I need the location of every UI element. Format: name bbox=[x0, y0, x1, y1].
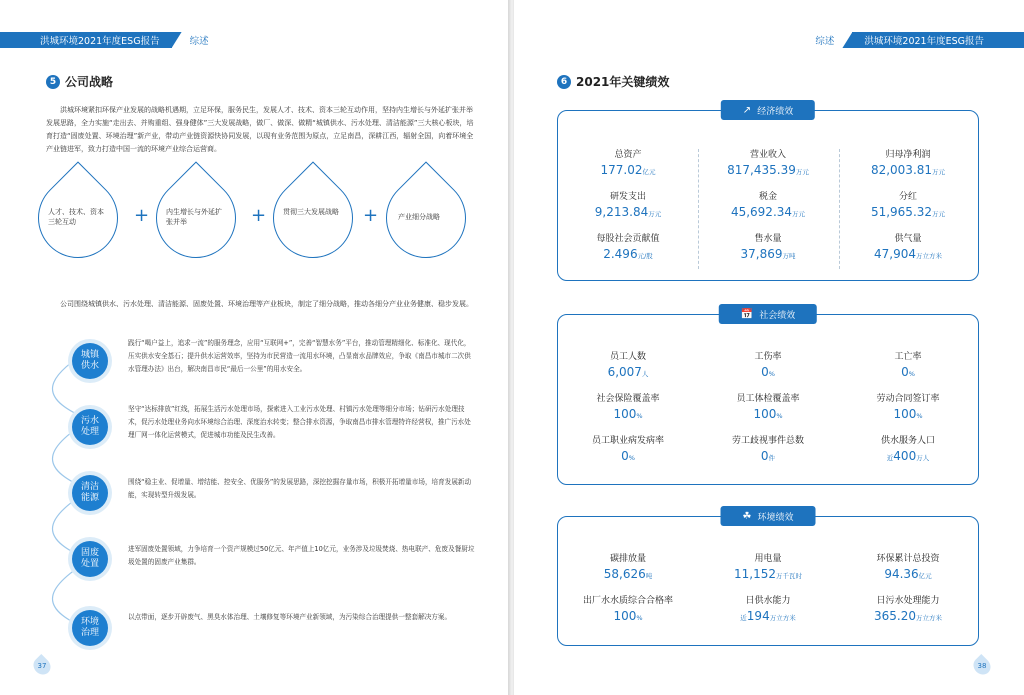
page-number-right bbox=[970, 654, 994, 678]
kpi-label: 环保累计总投资 bbox=[876, 554, 940, 564]
kpi-value-line bbox=[558, 363, 698, 383]
kpi-cell bbox=[838, 191, 978, 233]
kpi-label: 售水量 bbox=[754, 234, 782, 244]
strategy-drop-1-text: 人才、技术、资本三轮互动 bbox=[48, 208, 104, 226]
left-header bbox=[0, 32, 217, 48]
kpi-label: 分红 bbox=[898, 192, 917, 202]
kpi-unit: % bbox=[636, 614, 643, 622]
kpi-cell bbox=[558, 435, 698, 477]
kpi-value: 100 bbox=[893, 407, 917, 421]
kpi-value-line bbox=[558, 405, 698, 425]
kpi-unit: % bbox=[908, 370, 915, 378]
badge-line: 能源 bbox=[80, 493, 99, 503]
kpi-value-line bbox=[558, 447, 698, 467]
kpi-unit: 亿元 bbox=[918, 572, 932, 580]
kpi-label: 总资产 bbox=[614, 150, 642, 160]
kpi-value: 9,213.84 bbox=[594, 205, 649, 219]
kpi-value-line bbox=[698, 607, 838, 627]
kpi-unit: 元/股 bbox=[637, 252, 653, 260]
kpi-unit: 万元 bbox=[932, 168, 946, 176]
business-text-water-supply: 践行“喝户益上，追求一流”的服务理念，应用“互联网+”，完善“智慧水务”平台，推动管理精细化、标准化、现代化，压实供水安全基石；提升供水运营效率，坚持为市民营造一流用水环境，凸显南水品牌效应，争取《南昌市城市二次供水管理办法》出台，解决南昌市民“最后一公里”的用水安全。 bbox=[128, 339, 471, 373]
kpi-unit: 万元 bbox=[795, 168, 809, 176]
badge-line: 城镇 bbox=[80, 350, 99, 360]
kpi-value-line bbox=[838, 405, 978, 425]
kpi-unit: 万立方米 bbox=[916, 252, 942, 260]
plus-icon: + bbox=[363, 205, 379, 226]
kpi-value-line bbox=[838, 203, 978, 223]
kpi-value-line bbox=[698, 203, 838, 223]
kpi-value-line bbox=[558, 245, 698, 265]
kpi-label: 劳动合同签订率 bbox=[876, 394, 940, 404]
badge-line: 供水 bbox=[80, 361, 99, 371]
kpi-value-line bbox=[698, 405, 838, 425]
business-text-solid-waste: 进军固废处置领域，力争培育一个资产规模过50亿元、年产值上10亿元，业务涉及垃圾焚烧、热电联产、危废及餐厨垃圾处置的固废产业集群。 bbox=[128, 545, 475, 566]
kpi-value: 58,626 bbox=[603, 567, 646, 581]
kpi-value: 100 bbox=[613, 407, 637, 421]
card-social-grid bbox=[558, 351, 978, 477]
right-header bbox=[807, 32, 1024, 48]
card-environment-tab bbox=[721, 506, 816, 526]
card-title: 社会绩效 bbox=[759, 310, 796, 321]
kpi-cell bbox=[558, 595, 698, 637]
kpi-cell bbox=[698, 435, 838, 477]
section-number: 6 bbox=[557, 75, 571, 89]
kpi-cell bbox=[558, 553, 698, 595]
section-title-text: 公司战略 bbox=[65, 75, 114, 89]
kpi-value-line bbox=[558, 203, 698, 223]
left-page bbox=[0, 0, 510, 695]
badge-line: 清洁 bbox=[80, 482, 99, 492]
kpi-value: 6,007 bbox=[607, 365, 642, 379]
section-number: 5 bbox=[46, 75, 60, 89]
kpi-label: 研发支出 bbox=[609, 192, 646, 202]
kpi-cell bbox=[558, 149, 698, 191]
kpi-unit: % bbox=[768, 370, 775, 378]
business-badge-solid-waste bbox=[72, 541, 108, 577]
kpi-label: 员工体检覆盖率 bbox=[736, 394, 800, 404]
kpi-label: 日供水能力 bbox=[745, 596, 791, 606]
kpi-cell bbox=[698, 233, 838, 275]
card-title: 环境绩效 bbox=[757, 512, 794, 523]
kpi-value-line bbox=[838, 447, 978, 467]
kpi-value: 0 bbox=[901, 365, 909, 379]
kpi-value: 45,692.34 bbox=[730, 205, 793, 219]
kpi-label: 供水服务人口 bbox=[880, 436, 935, 446]
kpi-unit: 件 bbox=[768, 454, 776, 462]
kpi-unit: 万元 bbox=[792, 210, 806, 218]
right-header-report-title: 洪城环境2021年度ESG报告 bbox=[852, 32, 1024, 48]
kpi-unit: 吨 bbox=[645, 572, 653, 580]
plus-icon: + bbox=[134, 205, 150, 226]
card-economic-grid bbox=[558, 149, 978, 275]
kpi-value-line bbox=[698, 161, 838, 181]
card-environment-grid bbox=[558, 553, 978, 637]
kpi-value: 47,904 bbox=[874, 247, 916, 261]
kpi-cell bbox=[838, 149, 978, 191]
left-header-section: 综述 bbox=[189, 36, 209, 47]
kpi-cell bbox=[838, 233, 978, 275]
badge-line: 环境 bbox=[80, 617, 99, 627]
kpi-label: 每股社会贡献值 bbox=[596, 234, 660, 244]
card-social-tab bbox=[719, 304, 817, 324]
kpi-cell bbox=[558, 233, 698, 275]
kpi-cell bbox=[698, 351, 838, 393]
kpi-unit: 万人 bbox=[916, 454, 930, 462]
strategy-drop-3 bbox=[256, 161, 369, 274]
kpi-unit: 人 bbox=[641, 370, 649, 378]
kpi-label: 营业收入 bbox=[749, 150, 786, 160]
business-text-sewage: 坚守“达标排放”红线，拓展生活污水处理市场，探索进入工业污水处理、村镇污水处理等细分市场；钻研污水处理技术，促污水处理业务向水环境综合治理、深度治水转变；整合排水资源，争取南昌市排水管理特许经营权，推广污水处理厂网一体化运营模式，促进城市功能及民生改善。 bbox=[128, 405, 471, 439]
kpi-label: 归母净利润 bbox=[885, 150, 931, 160]
business-badge-sewage bbox=[72, 409, 108, 445]
kpi-value-line bbox=[838, 607, 978, 627]
kpi-value-line bbox=[838, 245, 978, 265]
strategy-drop-4-text: 产业细分战略 bbox=[398, 213, 440, 221]
kpi-value-line bbox=[698, 363, 838, 383]
business-badge-clean-energy bbox=[72, 475, 108, 511]
kpi-cell bbox=[838, 393, 978, 435]
card-social bbox=[557, 308, 979, 485]
kpi-unit: 亿元 bbox=[642, 168, 656, 176]
badge-line: 处理 bbox=[80, 427, 99, 437]
card-economic-tab bbox=[721, 100, 815, 120]
business-text-env-governance: 以点带面，逐步开辟废气、黑臭水体治理、土壤修复等环境产业新领域，为污染综合治理提供一整套解决方案。 bbox=[128, 613, 452, 621]
kpi-value-line bbox=[558, 565, 698, 585]
kpi-label: 税金 bbox=[758, 192, 777, 202]
kpi-value: 0 bbox=[621, 449, 629, 463]
business-badge-env-governance bbox=[72, 610, 108, 646]
kpi-cell bbox=[838, 435, 978, 477]
kpi-cell bbox=[698, 553, 838, 595]
kpi-value-line bbox=[558, 607, 698, 627]
kpi-value: 0 bbox=[760, 449, 769, 463]
kpi-value: 11,152 bbox=[734, 567, 776, 581]
left-header-divider bbox=[172, 32, 182, 48]
business-badge-water-supply bbox=[72, 343, 108, 379]
kpi-label: 工伤率 bbox=[754, 352, 782, 362]
strategy-para2: 公司围绕城镇供水、污水处理、清洁能源、固废处置、环境治理等产业板块，制定了细分战略，推动各细分产业业务健康、稳步发展。 bbox=[60, 300, 473, 308]
kpi-cell bbox=[558, 191, 698, 233]
kpi-label: 员工职业病发病率 bbox=[591, 436, 664, 446]
kpi-cell bbox=[698, 595, 838, 637]
kpi-cell bbox=[698, 393, 838, 435]
kpi-cell bbox=[838, 351, 978, 393]
chart-up-icon: ↗ bbox=[742, 104, 752, 116]
kpi-value: 400 bbox=[893, 449, 917, 463]
kpi-unit: 万吨 bbox=[782, 252, 796, 260]
kpi-prefix: 近 bbox=[886, 454, 894, 462]
kpi-value: 365.20 bbox=[874, 609, 916, 623]
page-number-text: 37 bbox=[37, 662, 47, 670]
badge-line: 污水 bbox=[80, 416, 99, 426]
badge-line: 治理 bbox=[80, 628, 99, 638]
kpi-cell bbox=[698, 149, 838, 191]
kpi-value: 177.02 bbox=[600, 163, 643, 177]
business-text-clean-energy: 围绕“稳主业、促增量、增结能、控安全、优服务”的发展思路，深挖挖掘存量市场，积极开拓增量市场，培育发展新动能，实现转型升级发展。 bbox=[128, 478, 472, 499]
kpi-label: 出厂水水质综合合格率 bbox=[582, 596, 673, 606]
kpi-label: 劳工歧视事件总数 bbox=[731, 436, 804, 446]
card-environment bbox=[557, 510, 979, 646]
badge-line: 处置 bbox=[80, 559, 99, 569]
kpi-value: 51,965.32 bbox=[870, 205, 933, 219]
section-title-strategy bbox=[46, 73, 113, 90]
leaf-icon: ☘ bbox=[742, 510, 752, 522]
badge-line: 固废 bbox=[80, 548, 99, 558]
kpi-unit: 万立方米 bbox=[769, 614, 796, 622]
right-header-section: 综述 bbox=[815, 36, 835, 47]
kpi-prefix: 近 bbox=[740, 614, 747, 622]
kpi-label: 工亡率 bbox=[894, 352, 922, 362]
right-header-divider bbox=[842, 32, 852, 48]
kpi-label: 用电量 bbox=[754, 554, 782, 564]
kpi-label: 社会保险覆盖率 bbox=[596, 394, 660, 404]
kpi-value: 0 bbox=[761, 365, 769, 379]
kpi-value-line bbox=[698, 245, 838, 265]
page-number-text: 38 bbox=[977, 662, 987, 670]
kpi-label: 日污水处理能力 bbox=[876, 596, 940, 606]
kpi-value: 37,869 bbox=[740, 247, 783, 261]
kpi-unit: % bbox=[628, 454, 635, 462]
kpi-value: 817,435.39 bbox=[727, 163, 796, 177]
strategy-drop-3-text: 贯彻三大发展战略 bbox=[283, 208, 339, 216]
kpi-label: 员工人数 bbox=[609, 352, 646, 362]
kpi-value: 100 bbox=[613, 609, 637, 623]
page-number-left bbox=[30, 654, 54, 678]
strategy-drop-2-text: 内生增长与外延扩张并举 bbox=[166, 208, 222, 226]
kpi-value: 2.496 bbox=[603, 247, 638, 261]
kpi-cell bbox=[558, 351, 698, 393]
kpi-value-line bbox=[838, 161, 978, 181]
kpi-label: 供气量 bbox=[894, 234, 922, 244]
section-title-kpi bbox=[557, 73, 669, 90]
kpi-cell bbox=[838, 553, 978, 595]
kpi-value-line bbox=[838, 565, 978, 585]
kpi-value-line bbox=[698, 565, 838, 585]
kpi-unit: % bbox=[776, 412, 783, 420]
kpi-value-line bbox=[698, 447, 838, 467]
plus-icon: + bbox=[251, 205, 267, 226]
kpi-cell bbox=[698, 191, 838, 233]
kpi-value: 100 bbox=[753, 407, 777, 421]
kpi-unit: 万立方米 bbox=[916, 614, 942, 622]
calendar-check-icon: 📅 bbox=[740, 308, 754, 320]
right-page bbox=[514, 0, 1024, 695]
kpi-unit: 万千瓦时 bbox=[776, 572, 802, 580]
kpi-unit: 万元 bbox=[648, 210, 662, 218]
kpi-cell bbox=[838, 595, 978, 637]
section-title-text: 2021年关键绩效 bbox=[576, 75, 670, 89]
kpi-value: 94.36 bbox=[884, 567, 919, 581]
kpi-cell bbox=[558, 393, 698, 435]
kpi-unit: 万元 bbox=[932, 210, 946, 218]
left-header-report-title: 洪城环境2021年度ESG报告 bbox=[0, 32, 172, 48]
kpi-value-line bbox=[558, 161, 698, 181]
strategy-intro: 洪城环境紧扣环保产业发展的战略机遇期，立足环保，服务民生，发展人才、技术、资本三轮互动作用，坚持内生增长与外延扩张并举发展思路，全力实施“走出去、并购重组、强身健体”三大发展战略，做厂、做深、做精“城镇供水、污水处理、清洁能源”三大核心板块，培育打造“固废处置、环境治理”新产业，带动产业链资源快协同发展，以现有业务范围为原点，立足南昌，深耕江西，辐射全国，向着环境全产业链进军，致力打造中国一流的环境产业综合运营商。 bbox=[46, 106, 474, 153]
kpi-value-line bbox=[838, 363, 978, 383]
card-economic bbox=[557, 104, 979, 281]
kpi-value: 82,003.81 bbox=[870, 163, 933, 177]
card-title: 经济绩效 bbox=[757, 106, 794, 117]
kpi-unit: % bbox=[636, 412, 643, 420]
kpi-unit: % bbox=[916, 412, 923, 420]
kpi-label: 碳排放量 bbox=[609, 554, 646, 564]
kpi-value: 194 bbox=[746, 609, 770, 623]
